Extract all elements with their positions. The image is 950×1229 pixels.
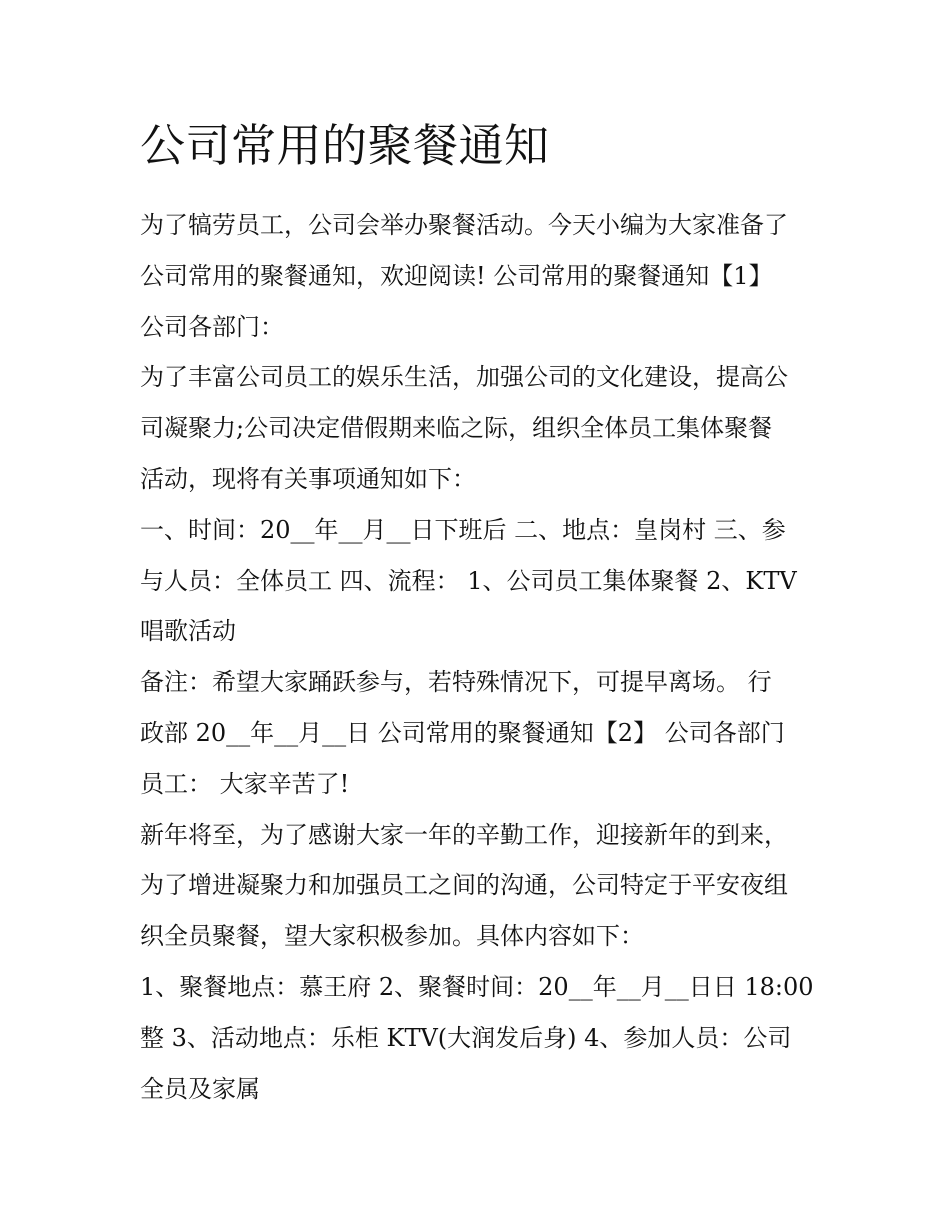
body-line: 一、时间：20__年__月__日下班后 二、地点：皇岗村 三、参	[140, 515, 786, 544]
body-line: 1、聚餐地点：慕王府 2、聚餐时间：20__年__月__日日 18:00	[140, 972, 814, 1001]
body-line: 为了犒劳员工，公司会举办聚餐活动。今天小编为大家准备了	[140, 211, 788, 239]
body-line: 新年将至，为了感谢大家一年的辛勤工作，迎接新年的到来，	[140, 820, 788, 849]
document-body	[140, 200, 812, 1114]
body-line: 织全员聚餐，望大家积极参加。具体内容如下：	[140, 922, 644, 951]
body-line: 整 3、活动地点：乐柜 KTV(大润发后身) 4、参加人员：公司	[140, 1023, 792, 1052]
body-line: 与人员：全体员工 四、流程： 1、公司员工集体聚餐 2、KTV	[140, 566, 797, 595]
document-page	[140, 114, 812, 1114]
body-line: 公司常用的聚餐通知，欢迎阅读! 公司常用的聚餐通知【1】	[140, 261, 773, 290]
body-line: 为了丰富公司员工的娱乐生活，加强公司的文化建设，提高公	[140, 363, 788, 392]
document-title: 公司常用的聚餐通知	[140, 119, 550, 172]
body-line: 员工： 大家辛苦了!	[140, 769, 350, 798]
body-line: 全员及家属	[140, 1074, 260, 1103]
body-line: 备注：希望大家踊跃参与，若特殊情况下，可提早离场。 行	[140, 668, 772, 697]
body-line: 公司各部门：	[140, 312, 284, 341]
body-line: 为了增进凝聚力和加强员工之间的沟通，公司特定于平安夜组	[140, 871, 788, 900]
body-line: 唱歌活动	[140, 617, 236, 646]
body-line: 政部 20__年__月__日 公司常用的聚餐通知【2】 公司各部门	[140, 718, 785, 747]
body-line: 活动，现将有关事项通知如下：	[140, 464, 476, 493]
body-line: 司凝聚力;公司决定借假期来临之际，组织全体员工集体聚餐	[140, 414, 773, 443]
